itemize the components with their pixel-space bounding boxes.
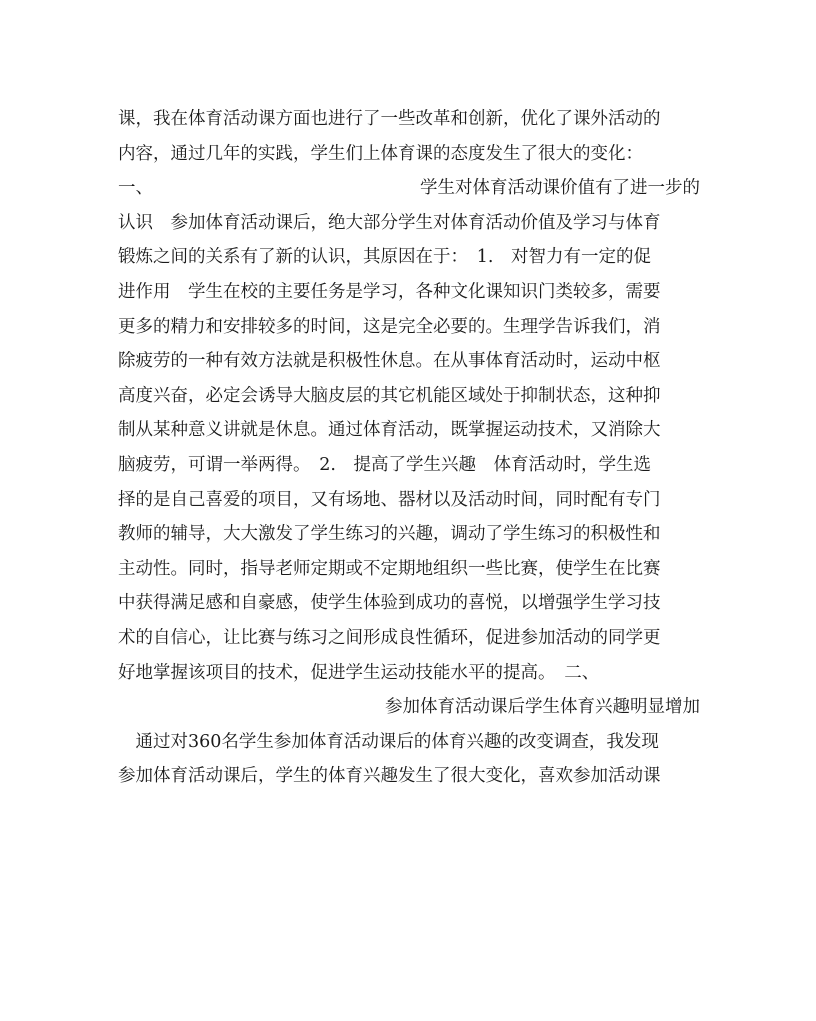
section-number-one: 一、 [118, 178, 153, 199]
text-line-20: 参加体育活动课后，学生的体育兴趣发生了很大变化，喜欢参加活动课 [118, 766, 661, 787]
text-line-8: 除疲劳的一种有效方法就是积极性休息。在从事体育活动时，运动中枢 [118, 351, 661, 372]
text-line-10: 制从某种意义讲就是休息。通过体育活动，既掌握运动技术，又消除大 [118, 420, 661, 441]
text-line-12: 择的是自己喜爱的项目，又有场地、器材以及活动时间，同时配有专门 [118, 489, 661, 510]
text-line-4: 认识 参加体育活动课后，绝大部分学生对体育活动价值及学习与体育 [118, 212, 661, 233]
text-line-2: 内容，通过几年的实践，学生们上体育课的态度发生了很大的变化： [118, 143, 643, 164]
text-line-11: 脑疲劳，可谓一举两得。 2. 提高了学生兴趣 体育活动时，学生选 [118, 454, 651, 475]
text-line-5: 锻炼之间的关系有了新的认识，其原因在于： 1. 对智力有一定的促 [118, 247, 651, 268]
text-line-9: 高度兴奋，必定会诱导大脑皮层的其它机能区域处于抑制状态，这种抑 [118, 385, 661, 406]
text-line-7: 更多的精力和安排较多的时间，这是完全必要的。生理学告诉我们，消 [118, 316, 661, 337]
text-line-16: 术的自信心，让比赛与练习之间形成良性循环，促进参加活动的同学更 [118, 627, 661, 648]
text-line-15: 中获得满足感和自豪感，使学生体验到成功的喜悦，以增强学生学习技 [118, 593, 661, 614]
text-line-13: 教师的辅导，大大激发了学生练习的兴趣，调动了学生练习的积极性和 [118, 524, 661, 545]
section-heading-two: 参加体育活动课后学生体育兴趣明显增加 [385, 697, 700, 718]
text-line-17: 好地掌握该项目的技术，促进学生运动技能水平的提高。 二、 [118, 662, 600, 683]
section-heading-one [118, 171, 700, 206]
text-line-6: 进作用 学生在校的主要任务是学习，各种文化课知识门类较多，需要 [118, 281, 661, 302]
body-text [118, 102, 700, 794]
text-line-1: 课，我在体育活动课方面也进行了一些改革和创新，优化了课外活动的 [118, 109, 661, 129]
section-title-one: 学生对体育活动课价值有了进一步的 [420, 178, 700, 199]
text-line-19: 通过对360名学生参加体育活动课后的体育兴趣的改变调查，我发现 [118, 731, 659, 752]
text-line-14: 主动性。同时，指导老师定期或不定期地组织一些比赛，使学生在比赛 [118, 558, 661, 579]
